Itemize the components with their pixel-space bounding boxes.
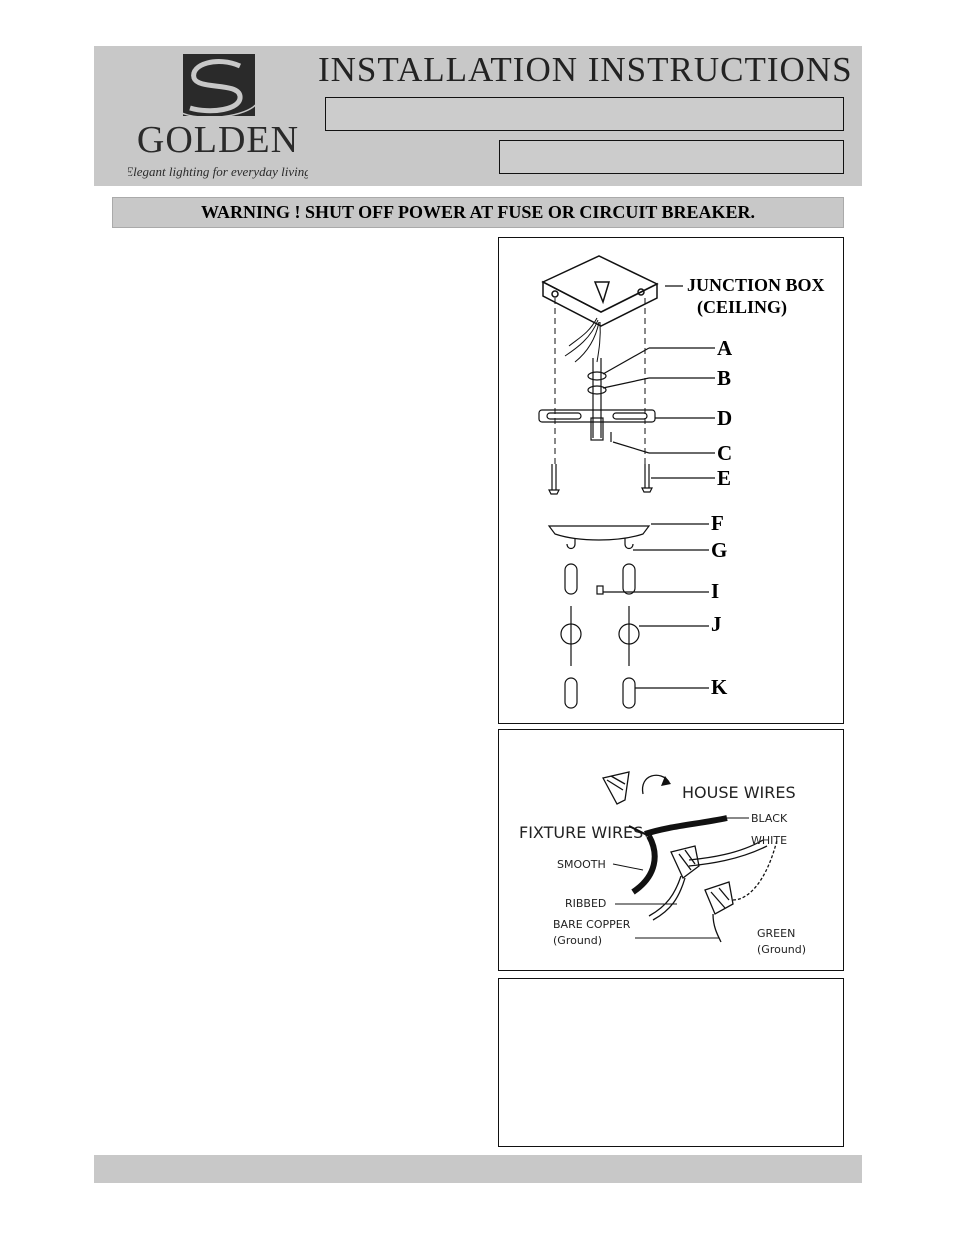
- wiring-diagram-panel: [498, 729, 844, 971]
- green-sublabel: (Ground): [757, 943, 807, 956]
- fixture-wires-label: FIXTURE WIRES: [519, 823, 644, 842]
- bare-copper-sublabel: (Ground): [553, 934, 603, 947]
- footer-band: [94, 1155, 862, 1183]
- mounting-screws-drawing: [549, 432, 652, 494]
- junction-box-drawing: [543, 256, 657, 326]
- part-label-i: I: [711, 579, 720, 603]
- parts-diagram: [499, 238, 843, 723]
- part-label-f: F: [711, 511, 724, 535]
- smooth-fixture-wire: [633, 836, 655, 892]
- part-label-k: K: [711, 675, 728, 699]
- chain-links-drawing: [561, 564, 639, 708]
- page-title: INSTALLATION INSTRUCTIONS: [318, 50, 853, 89]
- part-label-e: E: [717, 466, 732, 490]
- logo-emblem-icon: [128, 52, 308, 184]
- part-label-c: C: [717, 441, 733, 465]
- wire-nut-ground-icon: [705, 882, 733, 914]
- wiring-diagram: [499, 730, 843, 970]
- part-label-d: D: [717, 406, 733, 430]
- brand-tagline: Elegant lighting for everyday living: [128, 164, 308, 179]
- canopy-drawing: [549, 526, 649, 549]
- wire-nut-icon: [603, 772, 629, 804]
- junction-box-label: JUNCTION BOX: [687, 275, 825, 295]
- notes-panel: [498, 978, 844, 1147]
- ribbed-fixture-wire: [649, 876, 681, 916]
- sku-box: [499, 140, 844, 174]
- parts-diagram-panel: [498, 237, 844, 724]
- part-label-g: G: [711, 538, 728, 562]
- part-label-j: J: [711, 612, 722, 636]
- black-label: BLACK: [751, 812, 788, 825]
- ribbed-label: RIBBED: [565, 897, 607, 910]
- white-label: WHITE: [751, 834, 788, 847]
- junction-box-sublabel: (CEILING): [697, 297, 788, 317]
- brand-name: GOLDEN: [136, 119, 300, 161]
- supply-wires-drawing: [565, 318, 600, 362]
- green-label: GREEN: [757, 927, 796, 940]
- house-wires-label: HOUSE WIRES: [682, 783, 796, 802]
- model-number-box: [325, 97, 844, 131]
- wire-nut-white-icon: [671, 846, 699, 878]
- brand-logo: [128, 52, 308, 184]
- part-label-a: A: [717, 336, 733, 360]
- bare-copper-label: BARE COPPER: [553, 918, 631, 931]
- black-house-wire: [645, 818, 727, 834]
- mounting-strap-drawing: [539, 410, 655, 440]
- power-warning-banner: WARNING ! SHUT OFF POWER AT FUSE OR CIRCUIT BREAKER.: [112, 197, 844, 228]
- part-label-b: B: [717, 366, 732, 390]
- green-ground-wire: [733, 840, 777, 900]
- rotate-arrowhead-icon: [661, 776, 671, 786]
- smooth-label: SMOOTH: [557, 858, 606, 871]
